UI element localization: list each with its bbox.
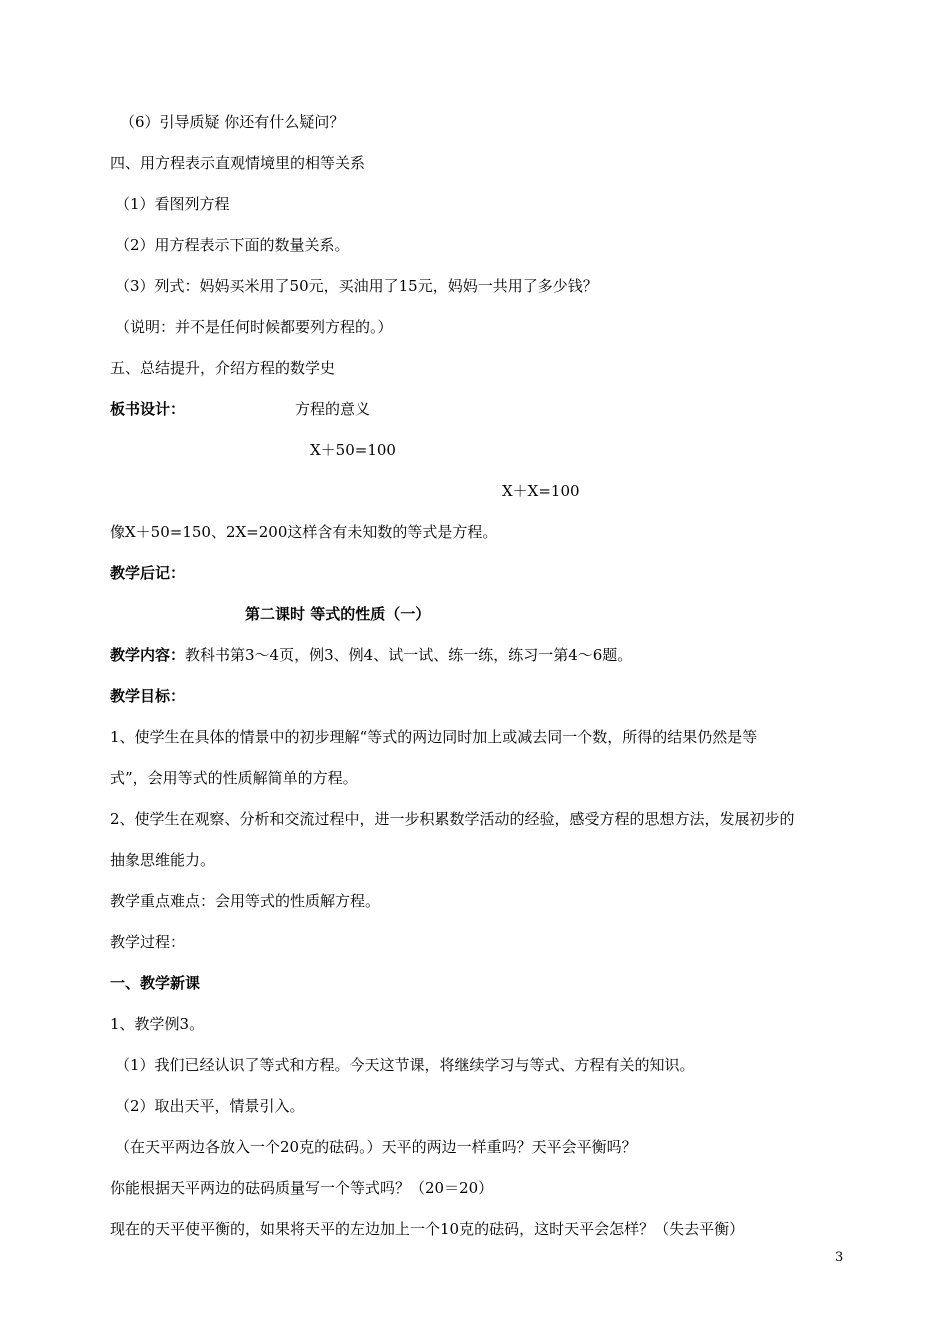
text-line: （3）列式：妈妈买米用了50元，买油用了15元，妈妈一共用了多少钱？ [115, 277, 598, 295]
text-line: （1）看图列方程 [115, 195, 230, 213]
teaching-notes-label: 教学后记： [110, 564, 186, 582]
teaching-content-label: 教学内容： [110, 646, 186, 664]
text-line: 2、使学生在观察、分析和交流过程中，进一步积累数学活动的经验，感受方程的思想方法，发展初步的 [110, 810, 795, 828]
section-heading: 四、用方程表示直观情境里的相等关系 [110, 154, 366, 172]
text-line: 抽象思维能力。 [110, 851, 216, 869]
text-line: 教学过程： [110, 933, 186, 951]
teaching-content [110, 645, 632, 665]
text-line: （2）取出天平，情景引入。 [115, 1097, 305, 1115]
text-line: 现在的天平使平衡的，如果将天平的左边加上一个10克的砝码，这时天平会怎样？（失去平衡） [110, 1220, 745, 1238]
equation: X＋X=100 [502, 482, 580, 500]
teaching-goals-label: 教学目标： [110, 687, 186, 705]
section-heading: 一、教学新课 [110, 974, 201, 992]
text-line: （6）引导质疑 你还有什么疑问？ [120, 113, 345, 131]
page-number: 3 [835, 1250, 844, 1265]
text-line: 1、教学例3。 [110, 1015, 205, 1033]
text-line: 1、使学生在具体的情景中的初步理解“等式的两边同时加上或减去同一个数，所得的结果仍然是等 [110, 728, 758, 746]
text-line: （在天平两边各放入一个20克的砝码。）天平的两边一样重吗？天平会平衡吗？ [115, 1138, 637, 1156]
equation: X＋50=100 [310, 441, 396, 459]
text-line: （1）我们已经认识了等式和方程。今天这节课，将继续学习与等式、方程有关的知识。 [115, 1056, 695, 1074]
lesson-title: 第二课时 等式的性质（一） [245, 605, 431, 623]
text-line: （说明：并不是任何时候都要列方程的。） [115, 318, 393, 336]
text-line: 教学重点难点：会用等式的性质解方程。 [110, 892, 381, 910]
text-line: 你能根据天平两边的砝码质量写一个等式吗？（20＝20） [110, 1179, 494, 1197]
teaching-content-text: 教科书第3～4页，例3、例4、试一试、练一练，练习一第4～6题。 [185, 646, 633, 664]
section-heading: 五、总结提升，介绍方程的数学史 [110, 359, 336, 377]
text-line: 式”，会用等式的性质解简单的方程。 [110, 769, 358, 787]
text-line: （2）用方程表示下面的数量关系。 [115, 236, 350, 254]
board-design-title: 方程的意义 [295, 400, 371, 418]
text-line: 像X＋50=150、2X=200这样含有未知数的等式是方程。 [110, 523, 498, 541]
board-design-label: 板书设计： [110, 400, 186, 418]
